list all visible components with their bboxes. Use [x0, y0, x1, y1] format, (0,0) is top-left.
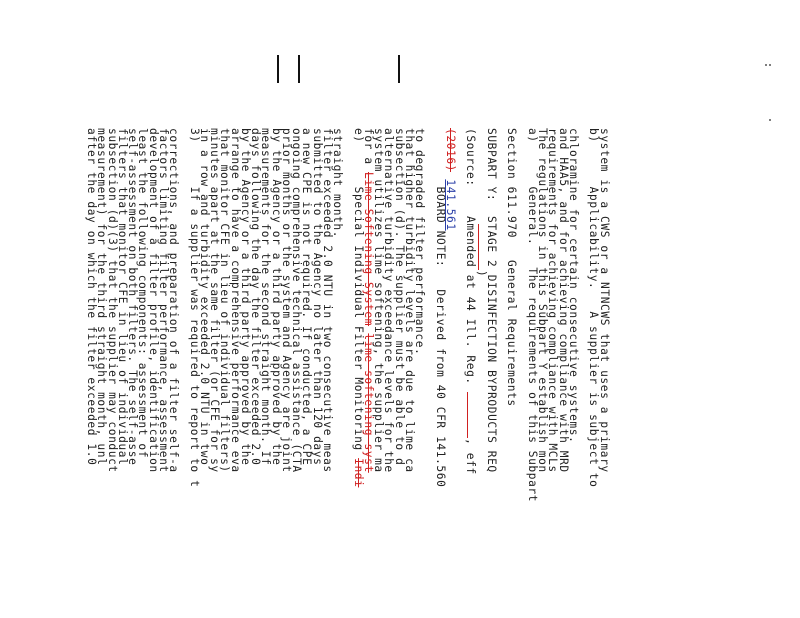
document-line: a) General. The requirements of this Subpart — [526, 128, 539, 503]
document-line: submitted to the Agency no later than 120 days — [310, 128, 324, 466]
document-line: system utilizes lime softening, the supplier ma — [372, 128, 386, 473]
document-line: prior months or the system and Agency are joint — [280, 128, 293, 473]
document-line: least the following components: assessment of — [136, 128, 150, 459]
document-line: self-assessment on both filters. The self-asse — [126, 128, 140, 466]
document-line: straight month. — [331, 128, 345, 239]
document-line: subsection (d). The supplier must be able to d — [392, 128, 406, 466]
document-line: for a Lime Softening System lime softening syst — [362, 128, 375, 473]
document-line: by the Agency or a third party approved by the — [269, 128, 283, 466]
source-close-paren — [475, 224, 488, 277]
document-line: filters that monitor CFE in lieu of individual — [116, 128, 129, 466]
redline-deleted-year: (2016) — [444, 128, 457, 173]
document-line: chloramine for certain consecutive systems. — [567, 128, 580, 444]
document-line: Section 611.970 General Requirements — [505, 128, 519, 407]
document-line: requirements for achieving compliance with MCLs — [546, 128, 560, 473]
document-line: (Source: Amended at 44 Ill. Reg. , eff — [464, 128, 478, 475]
document-line: arrange to have a comprehensive performance eva — [228, 128, 242, 473]
document-line: minutes apart at the same filter (or CFE for sy — [208, 128, 222, 473]
document-line: alternative turbidity exceedance levels for the — [382, 128, 396, 473]
document-line: after the day on which the filter exceeded 1.0 — [85, 128, 99, 466]
document-line: and HAA5, and for achieving compliance with MRD — [556, 128, 570, 473]
document-line: factors limiting filter performance, assessment — [157, 128, 170, 473]
document-line: that higher turbidity levels are due to lime ca — [403, 128, 416, 473]
blank-date-field — [478, 224, 479, 270]
document-line: The regulations in this Subpart Y establish mon — [536, 128, 550, 473]
header-rule — [298, 55, 300, 83]
document-line: subsection (d)(3) that the supplier may conduct — [105, 128, 119, 473]
document-line: filter exceeded 2.0 NTU in two consecutive meas — [321, 128, 334, 473]
document-line: development of a filter profile, identification — [146, 128, 160, 473]
document-line: days following the day the filter exceeded 2.0 — [249, 128, 263, 466]
document-line: e) Special Individual Filter Monitoring Indi — [351, 128, 365, 488]
inserted-citation: 141.561 — [444, 179, 457, 231]
document-line: BOARD NOTE: Derived from 40 CFR 141.560 — [433, 128, 447, 488]
citation-correction — [444, 128, 457, 231]
document-line: corrections, and preparation of a filter self-a — [167, 128, 181, 473]
document-line: 3) If a supplier was required to report to t — [187, 128, 201, 488]
close-paren: ) — [474, 270, 488, 278]
blank-date-field — [468, 392, 469, 438]
document-line: in a row and turbidity exceeded 2.0 NTU in two — [198, 128, 211, 466]
document-line: to degraded filter performance. — [413, 128, 427, 356]
document-line: b) Applicability. A supplier is subject to — [587, 128, 601, 488]
document-line: measurement) for the third straight month, unl — [95, 128, 109, 466]
document-line: ongoing comprehensive technical assistance (CTA — [290, 128, 304, 473]
source-effective-label: , eff — [464, 438, 478, 475]
redline-inserted-text: lime softening syst — [362, 333, 375, 473]
redline-deleted-text: Indi — [351, 458, 365, 488]
document-line: that monitor CFE in lieu of individual filters) — [218, 128, 232, 473]
document-line: system is a CWS or a NTNCWS that uses a primary — [597, 128, 611, 473]
document-line: a new CPE is not required. If conducted, a CPE — [300, 128, 314, 466]
document-line: measurements for the second straight month. If — [259, 128, 273, 466]
document-line: SUBPART Y: STAGE 2 DISINFECTION BYPRODUCTS REQ — [485, 128, 498, 473]
document-line: by the Agency or a third party approved by the — [239, 128, 252, 466]
header-rule — [277, 55, 279, 83]
redline-deleted-text: Lime Softening System — [362, 172, 375, 327]
header-rule — [398, 55, 400, 83]
